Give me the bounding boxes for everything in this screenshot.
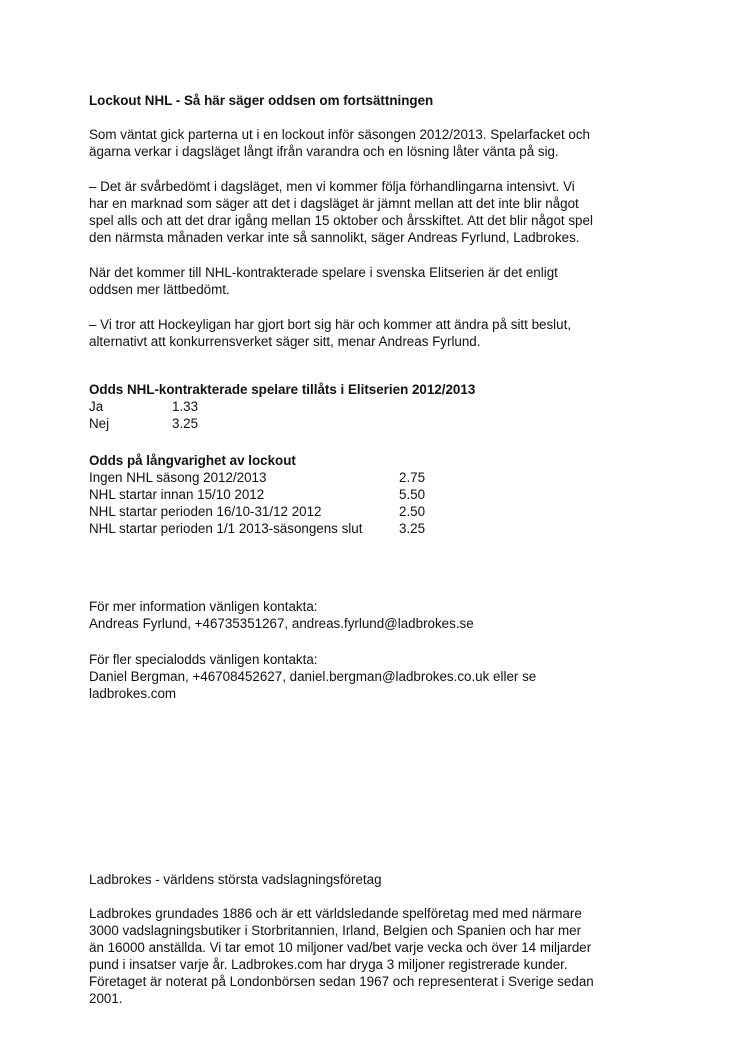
odds-value: 3.25 — [172, 416, 199, 431]
odds-value: 3.25 — [399, 521, 426, 536]
contact-info-block — [89, 598, 669, 632]
about-heading: Ladbrokes - världens största vadslagningsföretag — [89, 872, 382, 887]
table-row — [89, 398, 669, 415]
odds-label: NHL startar perioden 1/1 2013-säsongens slut — [89, 521, 363, 536]
text-line: – Vi tror att Hockeyligan har gjort bort sig här och kommer att ändra på sitt beslut, — [89, 317, 572, 332]
contact-special-block — [89, 651, 669, 702]
text-line: än 16000 anställda. Vi tar emot 10 miljoner vad/bet varje vecka och över 14 miljarder — [89, 940, 592, 955]
text-line: För fler specialodds vänligen kontakta: — [89, 652, 318, 667]
text-line: pund i insatser varje år. Ladbrokes.com har dryga 3 miljoner registrerade kunder. — [89, 957, 568, 972]
table-row — [89, 486, 669, 503]
about-paragraph — [89, 905, 669, 1007]
odds-elitserien-table — [89, 381, 669, 432]
odds-label: Ingen NHL säsong 2012/2013 — [89, 470, 267, 485]
odds-label: NHL startar innan 15/10 2012 — [89, 487, 265, 502]
elitserien-paragraph — [89, 264, 669, 298]
text-line: oddsen mer lättbedömt. — [89, 282, 230, 297]
odds-value: 2.75 — [399, 470, 426, 485]
text-line: Ladbrokes grundades 1886 och är ett världsledande spelföretag med med närmare — [89, 906, 582, 921]
document-title: Lockout NHL - Så här säger oddsen om fortsättningen — [89, 93, 434, 108]
text-line: 2001. — [89, 991, 123, 1006]
text-line: ägarna verkar i dagsläget långt ifrån varandra och en lösning låter vänta på sig. — [89, 144, 559, 159]
text-line: har en marknad som säger att det i dagsläget är jämnt mellan att det inte blir något — [89, 196, 579, 211]
text-line: – Det är svårbedömt i dagsläget, men vi kommer följa förhandlingarna intensivt. Vi — [89, 179, 575, 194]
table-row — [89, 503, 669, 520]
odds-value: 1.33 — [172, 399, 199, 414]
text-line: den närmsta månaden verkar inte så sannolikt, säger Andreas Fyrlund, Ladbrokes. — [89, 230, 580, 245]
odds-label: Nej — [89, 416, 110, 431]
text-line: När det kommer till NHL-kontrakterade spelare i svenska Elitserien är det enligt — [89, 265, 558, 280]
odds-value: 2.50 — [399, 504, 426, 519]
odds-lockout-heading: Odds på långvarighet av lockout — [89, 453, 296, 468]
quote-paragraph — [89, 178, 669, 246]
text-line: För mer information vänligen kontakta: — [89, 599, 318, 614]
text-line: spel alls och att det drar igång mellan 15 oktober och årsskiftet. Att det blir något spel — [89, 213, 593, 228]
odds-label: NHL startar perioden 16/10-31/12 2012 — [89, 504, 322, 519]
odds-elitserien-heading: Odds NHL-kontrakterade spelare tillåts i Elitserien 2012/2013 — [89, 382, 476, 397]
table-row — [89, 415, 669, 432]
text-line: Daniel Bergman, +46708452627, daniel.bergman@ladbrokes.co.uk eller se — [89, 669, 537, 684]
table-row — [89, 520, 669, 537]
text-line: alternativt att konkurrensverket säger sitt, menar Andreas Fyrlund. — [89, 334, 481, 349]
hockeyligan-paragraph — [89, 316, 669, 350]
text-line: Som väntat gick parterna ut i en lockout inför säsongen 2012/2013. Spelarfacket och — [89, 127, 590, 142]
intro-paragraph — [89, 126, 669, 160]
text-line: ladbrokes.com — [89, 686, 177, 701]
odds-label: Ja — [89, 399, 104, 414]
text-line: Andreas Fyrlund, +46735351267, andreas.fyrlund@ladbrokes.se — [89, 616, 474, 631]
odds-lockout-table — [89, 452, 669, 537]
text-line: 3000 vadslagningsbutiker i Storbritannien, Irland, Belgien och Spanien och har mer — [89, 923, 582, 938]
text-line: Företaget är noterat på Londonbörsen sedan 1967 och representerat i Sverige sedan — [89, 974, 594, 989]
odds-value: 5.50 — [399, 487, 426, 502]
table-row — [89, 469, 669, 486]
